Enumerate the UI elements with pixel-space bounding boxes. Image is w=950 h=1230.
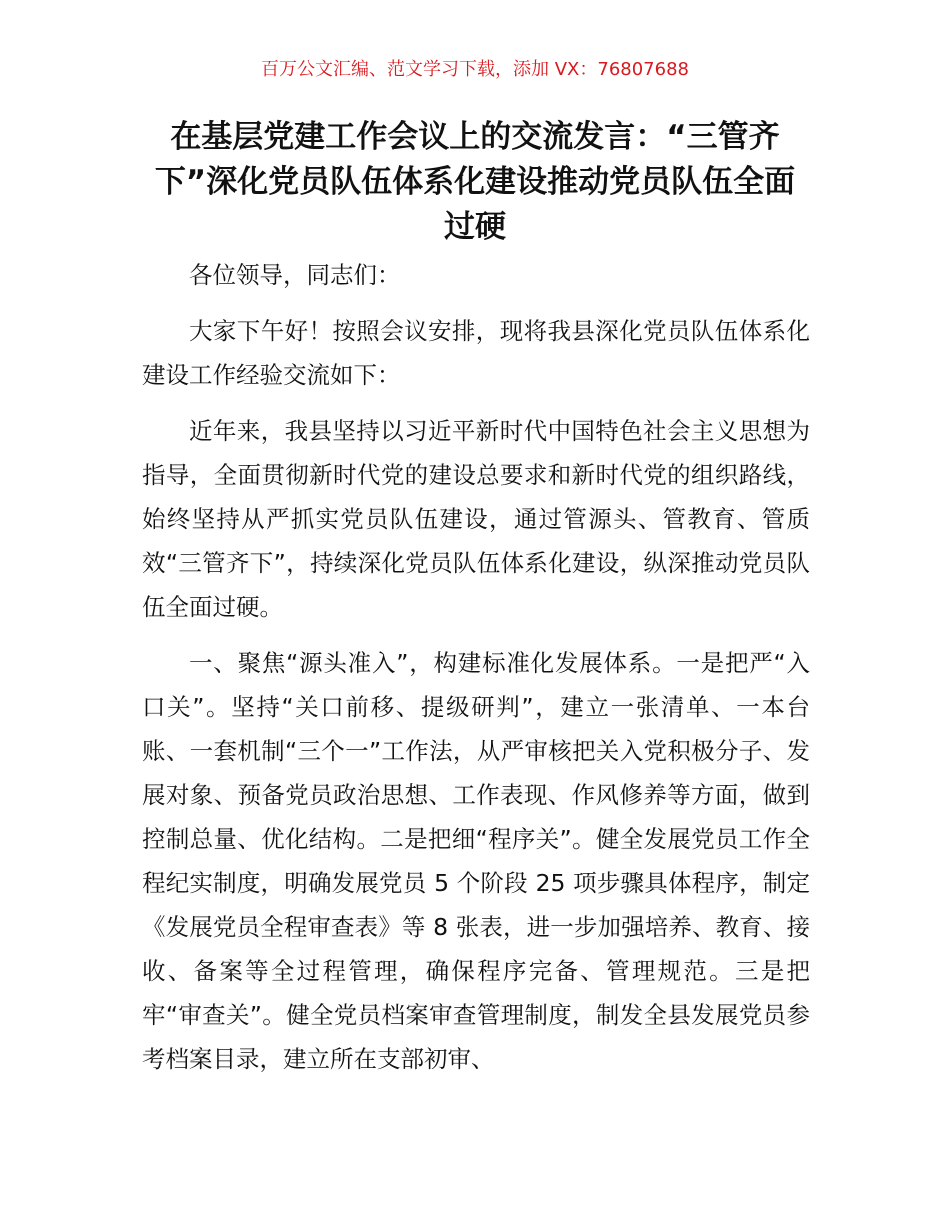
document-title: 在基层党建工作会议上的交流发言：“三管齐下”深化党员队伍体系化建设推动党员队伍全面过硬 [154, 119, 796, 245]
intro-paragraph: 近年来，我县坚持以习近平新时代中国特色社会主义思想为指导，全面贯彻新时代党的建设总要求和新时代党的组织路线，始终坚持从严抓实党员队伍建设，通过管源头、管教育、管质效“三管齐下”，持续深化党员队伍体系化建设，纵深推动党员队伍全面过硬。 [142, 417, 810, 621]
header-watermark-note: 百万公文汇编、范文学习下载，添加 VX：76807688 [261, 59, 689, 80]
greeting-paragraph: 大家下午好！按照会议安排，现将我县深化党员队伍体系化建设工作经验交流如下： [142, 317, 810, 389]
section-one-paragraph: 一、聚焦“源头准入”，构建标准化发展体系。一是把严“入口关”。坚持“关口前移、提级研判”，建立一张清单、一本台账、一套机制“三个一”工作法，从严审核把关入党积极分子、发展对象、预备党员政治思想、工作表现、作风修养等方面，做到控制总量、优化结构。二是把细“程序关”。健全发展党员工作全程纪实制度，明确发展党员 5 个阶段 25 项步骤具体程序，制定《发展党员全程审查表》等 8 张表，进一步加强培养、教育、接收、备案等全过程管理，确保程序完备、管理规范。三是把牢“审查关”。健全党员档案审查管理制度，制发全县发展党员参考档案目录，建立所在支部初审、 [142, 649, 810, 1073]
salutation-paragraph: 各位领导，同志们： [189, 261, 401, 289]
document-body [142, 253, 810, 1093]
